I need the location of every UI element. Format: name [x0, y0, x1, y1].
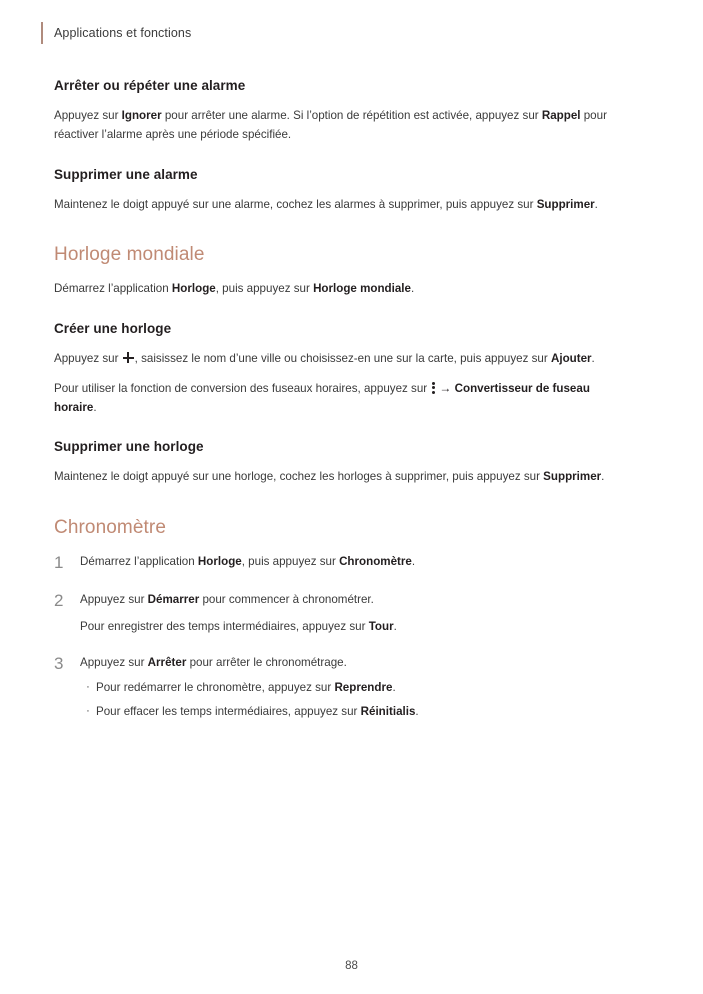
bold-convertisseur-fuseau-horaire: Convertisseur de fuseau horaire — [54, 381, 590, 414]
plus-icon — [123, 352, 134, 363]
bullet-dot-icon: · — [86, 704, 90, 717]
step-text — [80, 591, 619, 610]
heading-creer-horloge: Créer une horloge — [54, 321, 172, 337]
bold-horloge: Horloge — [171, 282, 216, 296]
bold-reprendre: Reprendre — [334, 681, 393, 695]
text-fragment: Maintenez le doigt appuyé sur une horloge, cochez les horloges à supprimer, puis appuyez sur — [54, 470, 544, 484]
paragraph-convertisseur-fuseau — [54, 379, 619, 418]
steps-list — [54, 553, 619, 721]
bullet-dot-icon: · — [86, 681, 90, 694]
text-fragment: . — [393, 619, 397, 633]
text-fragment: , puis appuyez sur — [241, 555, 340, 569]
text-fragment: Appuyez sur — [54, 352, 122, 366]
text-fragment: pour arrêter le chronométrage. — [186, 656, 347, 670]
page-number: 88 — [345, 960, 358, 972]
text-fragment: Pour utiliser la fonction de conversion des fuseaux horaires, appuyez sur — [54, 381, 431, 395]
text-fragment: , puis appuyez sur — [215, 282, 314, 296]
text-fragment: . — [594, 197, 598, 211]
bold-chronometre: Chronomètre — [339, 555, 412, 569]
text-fragment: . — [392, 681, 396, 695]
text-fragment: Appuyez sur — [80, 656, 148, 670]
list-item — [54, 591, 619, 637]
text-fragment: pour arrêter une alarme. Si l’option de répétition est activée, appuyez sur — [161, 109, 542, 122]
text-fragment: Démarrez l’application — [80, 555, 198, 569]
text-fragment: , saisissez le nom d’une ville ou choisissez-en une sur la carte, puis appuyez sur — [134, 352, 551, 366]
text-fragment: . — [93, 400, 97, 414]
text-fragment: . — [415, 704, 419, 718]
list-item — [54, 654, 619, 721]
step-text — [80, 654, 619, 673]
bold-arreter: Arrêter — [147, 656, 187, 670]
paragraph-supprimer-alarme — [54, 196, 619, 215]
bold-reinitialis: Réinitialis — [360, 704, 416, 718]
paragraph-supprimer-horloge — [54, 468, 619, 487]
step-number: 2 — [54, 590, 64, 610]
bold-demarrer: Démarrer — [147, 592, 200, 606]
text-fragment: . — [591, 352, 595, 366]
heading-horloge-mondiale: Horloge mondiale — [54, 244, 205, 266]
list-item — [80, 679, 619, 698]
text-fragment: Appuyez sur — [54, 109, 122, 122]
bold-horloge-app: Horloge — [197, 555, 242, 569]
header-rule — [41, 22, 43, 44]
step-text-secondary — [80, 618, 619, 637]
text-fragment: Pour redémarrer le chronomètre, appuyez sur — [96, 681, 335, 695]
paragraph-arreter-repeter-alarme — [54, 107, 619, 145]
step-number: 3 — [54, 654, 64, 674]
bullet-text — [96, 679, 396, 698]
step-number: 1 — [54, 553, 64, 573]
more-options-icon — [432, 382, 436, 394]
bold-supprimer: Supprimer — [536, 197, 595, 211]
list-item — [54, 553, 619, 573]
text-fragment: pour commencer à chronométrer. — [199, 592, 374, 606]
text-fragment: Pour effacer les temps intermédiaires, appuyez sur — [96, 704, 361, 718]
text-fragment: Démarrez l’application — [54, 282, 172, 296]
paragraph-creer-horloge — [54, 350, 619, 369]
text-fragment: . — [411, 555, 416, 569]
heading-supprimer-alarme: Supprimer une alarme — [54, 166, 198, 182]
paragraph-horloge-mondiale-intro — [54, 280, 619, 299]
bold-ignorer: Ignorer — [121, 109, 162, 122]
text-fragment: Pour enregistrer des temps intermédiaires, appuyez sur — [80, 619, 369, 633]
bold-tour: Tour — [368, 619, 394, 633]
bold-horloge-mondiale: Horloge mondiale — [313, 282, 411, 296]
bold-ajouter: Ajouter — [550, 352, 592, 366]
text-fragment: Appuyez sur — [80, 592, 148, 606]
bullet-text — [96, 703, 419, 722]
text-fragment: Maintenez le doigt appuyé sur une alarme, cochez les alarmes à supprimer, puis appuyez sur — [54, 197, 537, 211]
text-fragment: . — [601, 470, 605, 484]
bold-supprimer-horloge: Supprimer — [543, 470, 602, 484]
bold-rappel: Rappel — [541, 109, 581, 122]
list-item — [80, 703, 619, 722]
heading-arreter-repeter-alarme: Arrêter ou répéter une alarme — [54, 78, 246, 93]
text-fragment: pour réactiver l’alarme après une période spécifiée. — [54, 109, 607, 141]
heading-supprimer-horloge: Supprimer une horloge — [54, 439, 204, 455]
page-header — [41, 22, 191, 44]
step-text — [80, 553, 619, 572]
heading-chronometre: Chronomètre — [54, 517, 166, 539]
header-title: Applications et fonctions — [54, 26, 192, 40]
page-content — [54, 78, 619, 740]
bullet-list — [80, 679, 619, 722]
arrow-icon: → — [439, 380, 452, 395]
text-fragment: . — [410, 282, 415, 296]
